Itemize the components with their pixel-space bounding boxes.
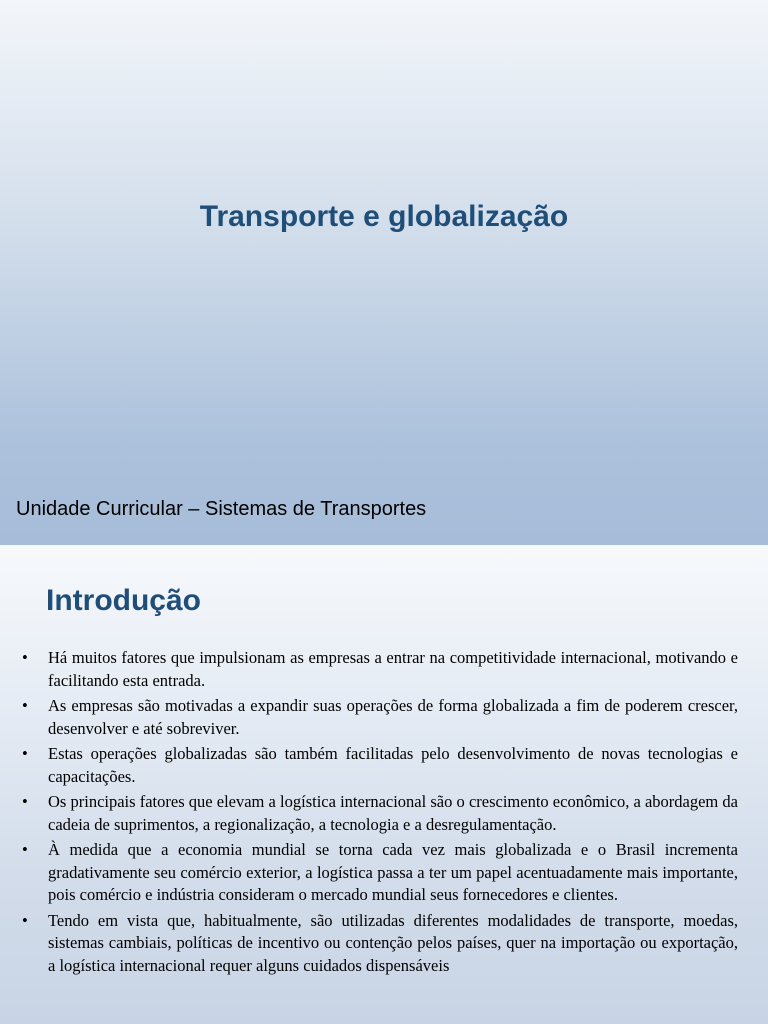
bullet-icon: • (22, 840, 28, 859)
bullet-text: Estas operações globalizadas são também facilitadas pelo desenvolvimento de novas tecnologias e capacitações. (48, 744, 738, 786)
bullet-item (20, 791, 738, 836)
bullet-list (20, 647, 738, 980)
introduction-slide (0, 545, 768, 1024)
bullet-icon: • (22, 696, 28, 715)
bullet-text: À medida que a economia mundial se torna cada vez mais globalizada e o Brasil incrementa gradativamente seu comércio exterior, a logística passa a ter um papel acentuadamente mais importante, pois comércio e indústria consideram o mercado mundial seus fornecedores e clientes. (48, 840, 738, 904)
bullet-item (20, 647, 738, 692)
bullet-icon: • (22, 910, 28, 930)
bullet-text: As empresas são motivadas a expandir suas operações de forma globalizada a fim de poderem crescer, desenvolver e até sobreviver. (48, 696, 738, 738)
bullet-item (20, 910, 738, 978)
bullet-icon: • (22, 648, 28, 667)
bullet-icon: • (22, 792, 28, 811)
bullet-text: Há muitos fatores que impulsionam as empresas a entrar na competitividade internacional, motivando e facilitando esta entrada. (48, 648, 738, 690)
bullet-item (20, 743, 738, 788)
slide-heading: Introdução (46, 584, 201, 617)
bullet-text: Tendo em vista que, habitualmente, são utilizadas diferentes modalidades de transporte, moedas, sistemas cambiais, políticas de incentivo ou contenção pelos países, quer na importação ou exportação, a logística internacional requer alguns cuidados dispensáveis (48, 910, 738, 975)
presentation-title: Transporte e globalização (199, 200, 569, 233)
bullet-item (20, 695, 738, 740)
bullet-icon: • (22, 744, 28, 763)
bullet-item (20, 839, 738, 907)
presentation-subtitle: Unidade Curricular – Sistemas de Transportes (16, 498, 427, 520)
bullet-text: Os principais fatores que elevam a logística internacional são o crescimento econômico, a abordagem da cadeia de suprimentos, a regionalização, a tecnologia e a desregulamentação. (48, 792, 738, 834)
